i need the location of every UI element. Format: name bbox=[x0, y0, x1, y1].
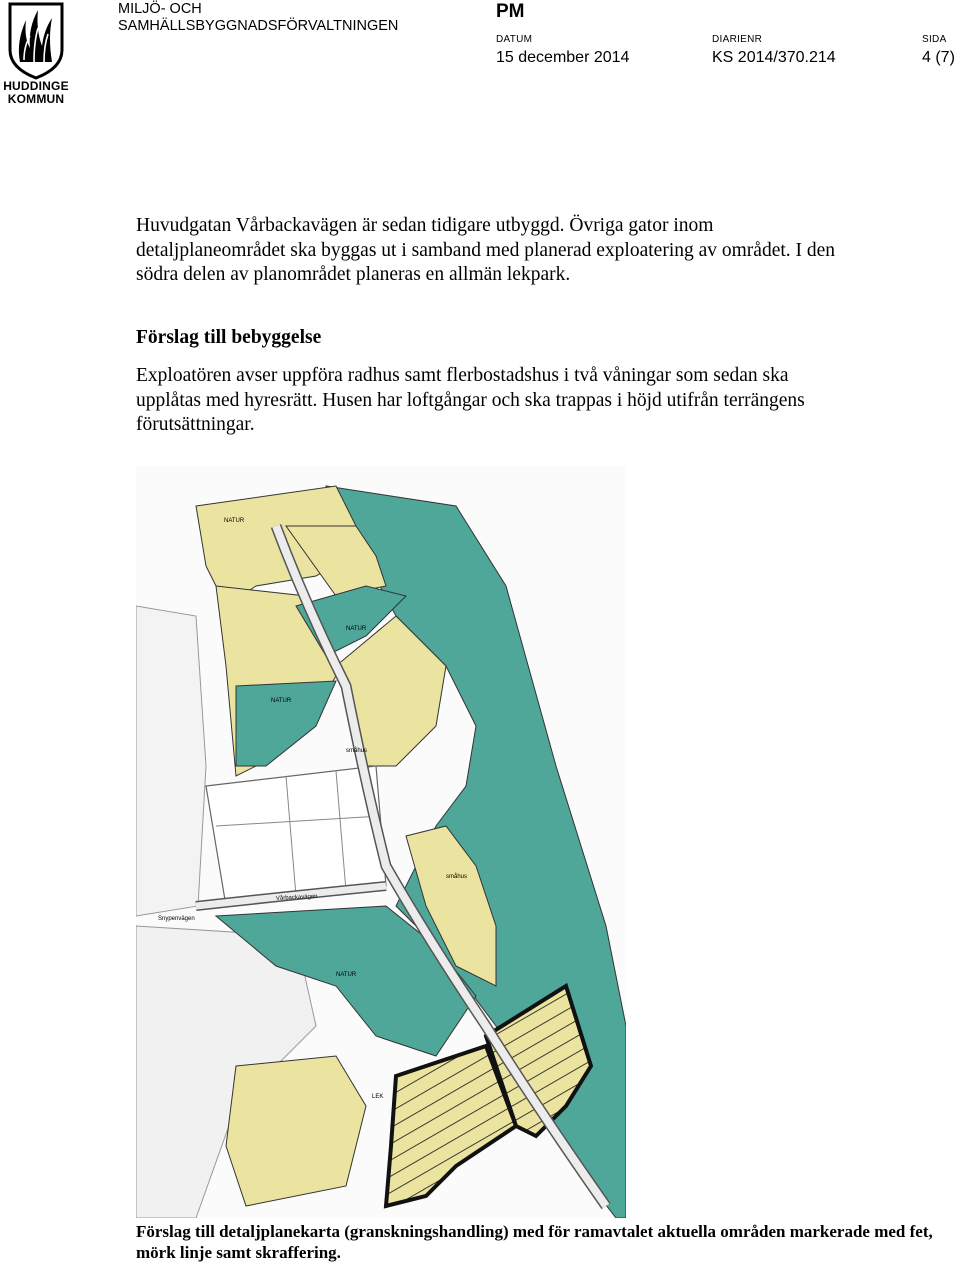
diarienr-label: DIARIENR bbox=[712, 34, 763, 45]
natur-label-1: NATUR bbox=[224, 518, 245, 524]
date-label: DATUM bbox=[496, 34, 533, 45]
page-label: SIDA bbox=[922, 34, 947, 45]
diarienr-value: KS 2014/370.214 bbox=[712, 49, 836, 66]
smahus-label-1: småhus bbox=[346, 748, 368, 754]
lek-label: LEK bbox=[372, 1094, 384, 1100]
natur-label-4: NATUR bbox=[336, 972, 357, 978]
natur-label-3: NATUR bbox=[346, 626, 367, 632]
housing-area-south bbox=[226, 1056, 366, 1206]
smahus-label-2: småhus bbox=[446, 874, 468, 880]
huddinge-crest-icon bbox=[6, 2, 66, 80]
date-value: 15 december 2014 bbox=[496, 49, 630, 66]
department-name: MILJÖ- OCH SAMHÄLLSBYGGNADSFÖRVALTNINGEN bbox=[118, 1, 399, 34]
municipality-logo bbox=[0, 0, 72, 110]
municipality-name: HUDDINGE KOMMUN bbox=[3, 79, 69, 106]
intro-paragraph: Huvudgatan Vårbackavägen är sedan tidigare utbyggd. Övriga gator inom detaljplaneområdet ska byggas ut i samband med planerad exploatering av området. I den södra delen av planområdet planeras en allmän lekpark. bbox=[136, 215, 836, 285]
section-paragraph: Exploatören avser uppföra radhus samt flerbostadshus i två våningar som sedan ska upplåtas med hyresrätt. Husen har loftgångar och ska trappas i höjd utifrån terrängens förutsättningar. bbox=[136, 365, 805, 435]
natur-label-2: NATUR bbox=[271, 698, 292, 704]
street-label-varbackavagen: Vårbackavägen bbox=[275, 893, 318, 902]
figure-caption: Förslag till detaljplanekarta (granskningshandling) med för ramavtalet aktuella områden markerade med fet, mörk linje samt skraffering. bbox=[136, 1222, 933, 1262]
street-label-snypenvagen: Snypenvägen bbox=[158, 916, 195, 922]
page-number: 4 (7) bbox=[922, 49, 955, 66]
detail-plan-map bbox=[136, 466, 626, 1223]
plan-map-svg bbox=[136, 466, 626, 1218]
section-heading: Förslag till bebyggelse bbox=[136, 327, 322, 348]
document-type: PM bbox=[496, 1, 525, 22]
